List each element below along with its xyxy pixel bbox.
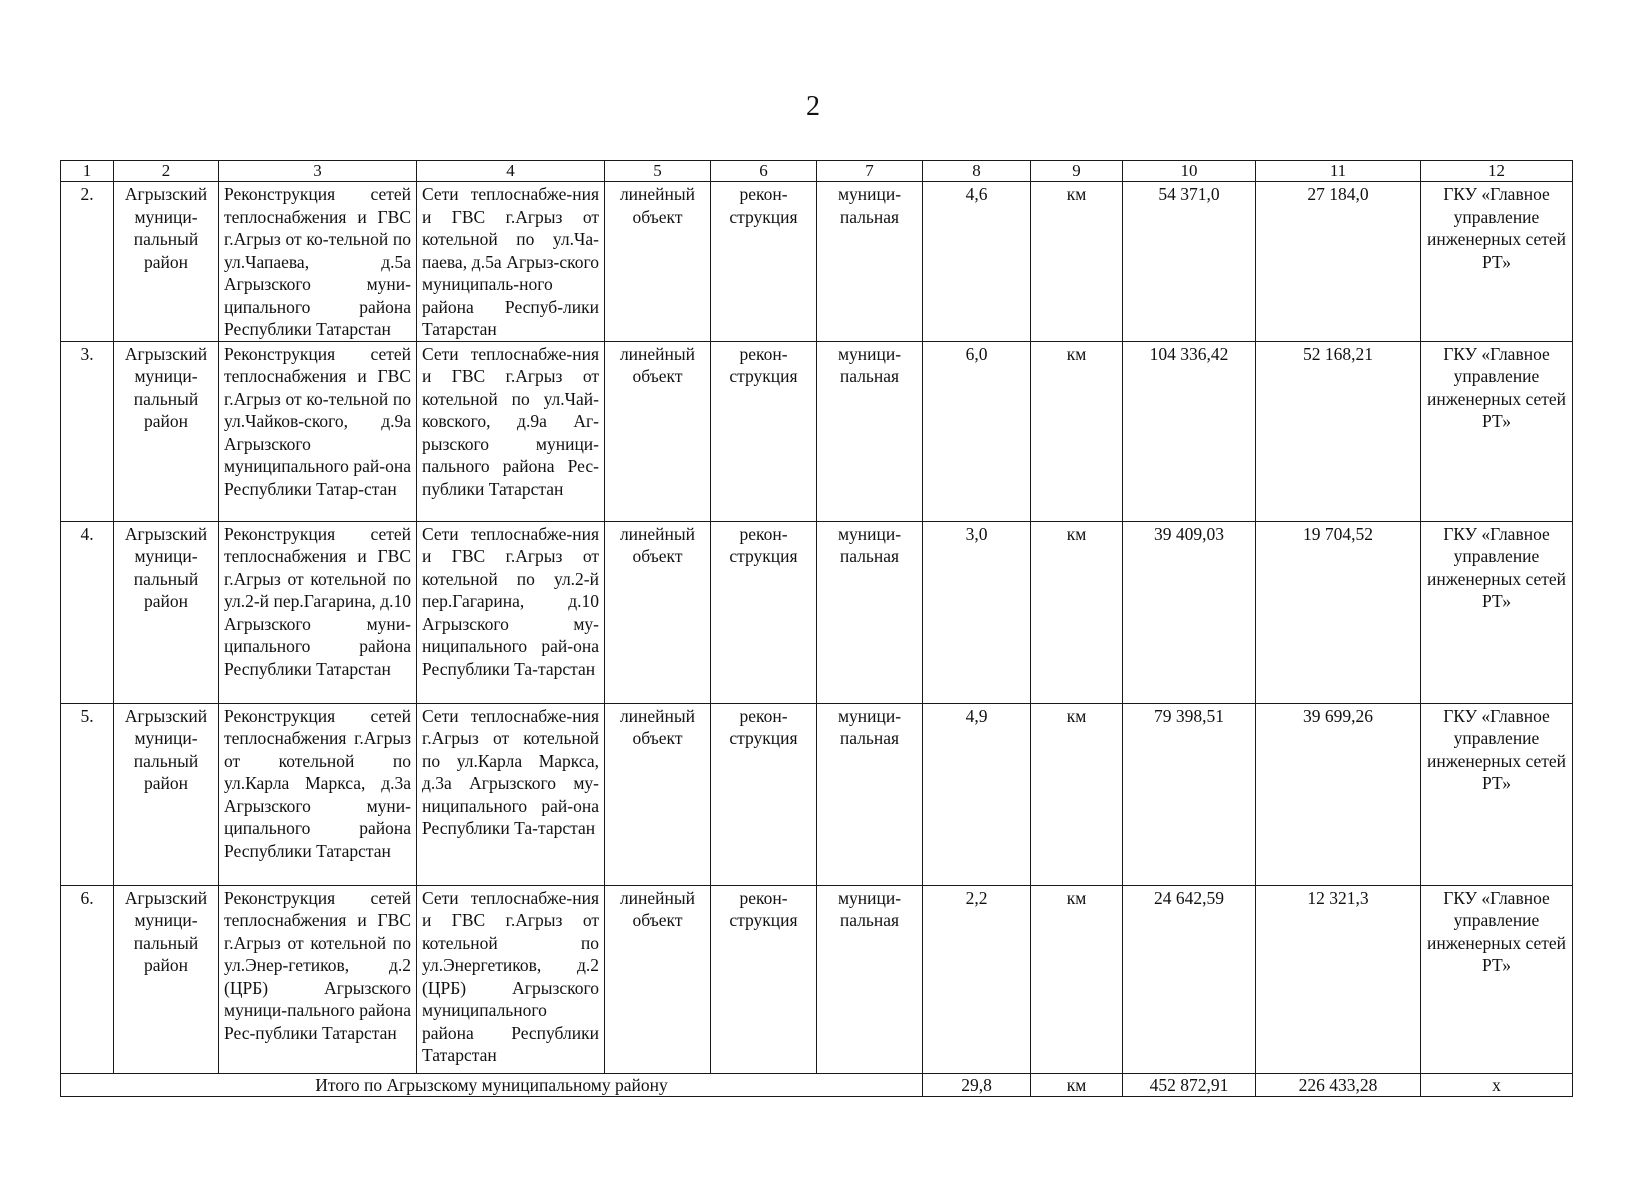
- event-cell: Реконструкция сетей теплоснабжения и ГВС г.Агрыз от ко-тельной по ул.Чапаева, д.5а Агрызского муни-ципального района Республики Татарстан: [219, 182, 417, 342]
- cost-total-cell: 24 642,59: [1123, 885, 1256, 1073]
- work-type-cell: рекон-струкция: [711, 182, 817, 342]
- work-type-cell: рекон-струкция: [711, 703, 817, 885]
- cost-budget-cell: 12 321,3: [1256, 885, 1421, 1073]
- investment-table: [60, 160, 1573, 1097]
- row-number: 6.: [61, 885, 114, 1073]
- customer-cell: ГКУ «Главное управление инженерных сетей РТ»: [1421, 341, 1573, 521]
- table-row: [61, 703, 1573, 885]
- column-number: 5: [605, 161, 711, 182]
- row-number: 4.: [61, 521, 114, 703]
- column-number: 10: [1123, 161, 1256, 182]
- column-number: 11: [1256, 161, 1421, 182]
- total-capacity: 29,8: [923, 1073, 1031, 1096]
- column-number: 8: [923, 161, 1031, 182]
- district-cell: Агрызский муници-пальный район: [114, 182, 219, 342]
- capacity-cell: 4,9: [923, 703, 1031, 885]
- unit-cell: км: [1031, 885, 1123, 1073]
- total-row: [61, 1073, 1573, 1096]
- table-row: [61, 885, 1573, 1073]
- column-number: 2: [114, 161, 219, 182]
- event-cell: Реконструкция сетей теплоснабжения и ГВС г.Агрыз от котельной по ул.Энер-гетиков, д.2 (ЦРБ) Агрызского муници-пального района Рес-публики Татарстан: [219, 885, 417, 1073]
- cost-budget-cell: 52 168,21: [1256, 341, 1421, 521]
- column-number: 4: [417, 161, 605, 182]
- column-number-row: [61, 161, 1573, 182]
- work-type-cell: рекон-струкция: [711, 341, 817, 521]
- total-label: Итого по Агрызскому муниципальному району: [61, 1073, 923, 1096]
- cost-budget-cell: 19 704,52: [1256, 521, 1421, 703]
- customer-cell: ГКУ «Главное управление инженерных сетей РТ»: [1421, 885, 1573, 1073]
- district-cell: Агрызский муници-пальный район: [114, 521, 219, 703]
- column-number: 6: [711, 161, 817, 182]
- object-cell: Сети теплоснабже-ния г.Агрыз от котельной по ул.Карла Маркса, д.3а Агрызского му-ниципального рай-она Республики Та-тарстан: [417, 703, 605, 885]
- row-number: 5.: [61, 703, 114, 885]
- ownership-cell: муници-пальная: [817, 341, 923, 521]
- cost-total-cell: 54 371,0: [1123, 182, 1256, 342]
- object-type-cell: линейный объект: [605, 341, 711, 521]
- district-cell: Агрызский муници-пальный район: [114, 341, 219, 521]
- page-number: 2: [806, 91, 820, 122]
- column-number: 3: [219, 161, 417, 182]
- table-row: [61, 521, 1573, 703]
- object-type-cell: линейный объект: [605, 885, 711, 1073]
- capacity-cell: 6,0: [923, 341, 1031, 521]
- ownership-cell: муници-пальная: [817, 703, 923, 885]
- event-cell: Реконструкция сетей теплоснабжения и ГВС г.Агрыз от котельной по ул.2-й пер.Гагарина, д.10 Агрызского муни-ципального района Республики Татарстан: [219, 521, 417, 703]
- cost-total-cell: 39 409,03: [1123, 521, 1256, 703]
- work-type-cell: рекон-струкция: [711, 885, 817, 1073]
- unit-cell: км: [1031, 182, 1123, 342]
- object-type-cell: линейный объект: [605, 182, 711, 342]
- ownership-cell: муници-пальная: [817, 182, 923, 342]
- table-row: [61, 182, 1573, 342]
- table-row: [61, 341, 1573, 521]
- cost-budget-cell: 27 184,0: [1256, 182, 1421, 342]
- total-cost-budget: 226 433,28: [1256, 1073, 1421, 1096]
- object-type-cell: линейный объект: [605, 521, 711, 703]
- column-number: 1: [61, 161, 114, 182]
- district-cell: Агрызский муници-пальный район: [114, 703, 219, 885]
- capacity-cell: 4,6: [923, 182, 1031, 342]
- column-number: 7: [817, 161, 923, 182]
- total-cost-total: 452 872,91: [1123, 1073, 1256, 1096]
- cost-budget-cell: 39 699,26: [1256, 703, 1421, 885]
- ownership-cell: муници-пальная: [817, 521, 923, 703]
- customer-cell: ГКУ «Главное управление инженерных сетей РТ»: [1421, 521, 1573, 703]
- unit-cell: км: [1031, 341, 1123, 521]
- event-cell: Реконструкция сетей теплоснабжения г.Агрыз от котельной по ул.Карла Маркса, д.3а Агрызского муни-ципального района Республики Татарстан: [219, 703, 417, 885]
- unit-cell: км: [1031, 521, 1123, 703]
- work-type-cell: рекон-струкция: [711, 521, 817, 703]
- object-type-cell: линейный объект: [605, 703, 711, 885]
- column-number: 12: [1421, 161, 1573, 182]
- event-cell: Реконструкция сетей теплоснабжения и ГВС г.Агрыз от ко-тельной по ул.Чайков-ского, д.9а Агрызского муниципального рай-она Республики Татар-стан: [219, 341, 417, 521]
- cost-total-cell: 79 398,51: [1123, 703, 1256, 885]
- cost-total-cell: 104 336,42: [1123, 341, 1256, 521]
- capacity-cell: 3,0: [923, 521, 1031, 703]
- customer-cell: ГКУ «Главное управление инженерных сетей РТ»: [1421, 703, 1573, 885]
- object-cell: Сети теплоснабже-ния и ГВС г.Агрыз от котельной по ул.Чай-ковского, д.9а Аг-рызского муници-пального района Рес-публики Татарстан: [417, 341, 605, 521]
- column-number: 9: [1031, 161, 1123, 182]
- total-unit: км: [1031, 1073, 1123, 1096]
- object-cell: Сети теплоснабже-ния и ГВС г.Агрыз от котельной по ул.2-й пер.Гагарина, д.10 Агрызского му-ниципального рай-она Республики Та-тарстан: [417, 521, 605, 703]
- object-cell: Сети теплоснабже-ния и ГВС г.Агрыз от котельной по ул.Энергетиков, д.2 (ЦРБ) Агрызского муниципального района Республики Татарстан: [417, 885, 605, 1073]
- ownership-cell: муници-пальная: [817, 885, 923, 1073]
- object-cell: Сети теплоснабже-ния и ГВС г.Агрыз от котельной по ул.Ча-паева, д.5а Агрыз-ского муниципаль-ного района Респуб-лики Татарстан: [417, 182, 605, 342]
- row-number: 2.: [61, 182, 114, 342]
- row-number: 3.: [61, 341, 114, 521]
- unit-cell: км: [1031, 703, 1123, 885]
- customer-cell: ГКУ «Главное управление инженерных сетей РТ»: [1421, 182, 1573, 342]
- capacity-cell: 2,2: [923, 885, 1031, 1073]
- district-cell: Агрызский муници-пальный район: [114, 885, 219, 1073]
- total-customer: х: [1421, 1073, 1573, 1096]
